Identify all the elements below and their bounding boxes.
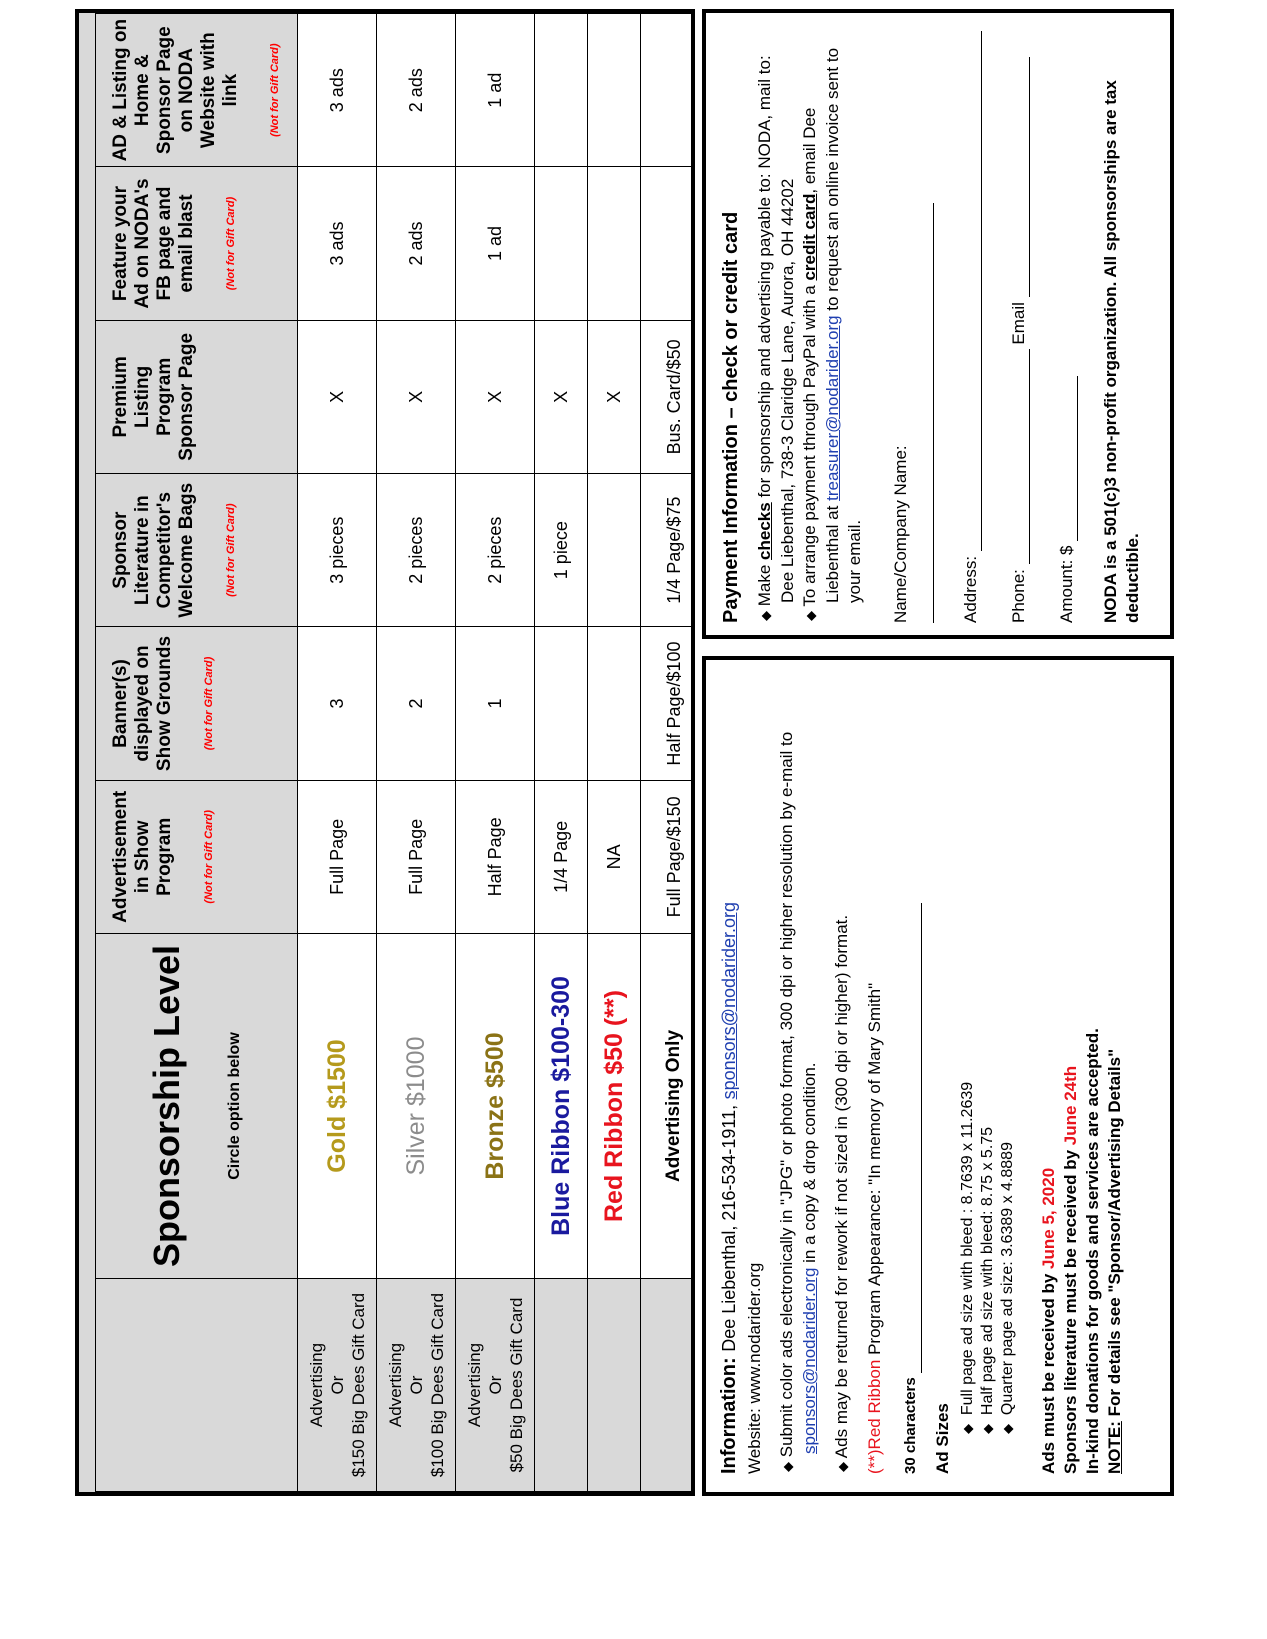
info-website: Website: www.nodarider.org	[745, 1262, 764, 1474]
column-note: (Not for Gift Card)	[225, 196, 237, 291]
ads-deadline-line	[1038, 674, 1060, 1474]
column-header-fb-feature	[96, 167, 298, 320]
gift-card-cell	[535, 1279, 588, 1492]
table-row-silver	[377, 14, 456, 1492]
table-top-band	[79, 13, 96, 1492]
gift-line: $50 Big Dees Gift Card	[506, 1297, 526, 1473]
name-field[interactable]	[917, 203, 934, 623]
column-header-program-ad	[96, 780, 298, 933]
diamond-bullet-icon: ◆	[758, 611, 773, 621]
red-ribbon-prefix: (**)Red Ribbon	[865, 1359, 884, 1474]
deadline-text: Ads must be received by	[1039, 1273, 1058, 1474]
information-box	[702, 656, 1174, 1496]
diamond-bullet-icon: ◆	[1000, 1424, 1015, 1434]
gift-line: Advertising	[385, 1342, 405, 1428]
table-cell: Full Page	[298, 780, 377, 933]
table-row-bronze	[456, 14, 535, 1492]
payment-checks-item	[754, 27, 799, 623]
phone-label: Phone:	[1009, 569, 1028, 623]
info-contact: Dee Liebenthal, 216-534-1911,	[719, 1104, 739, 1352]
table-cell	[535, 627, 588, 780]
table-cell: X	[535, 320, 588, 473]
table-row-gold	[298, 14, 377, 1492]
checks-text: Make	[755, 564, 774, 607]
table-cell	[588, 627, 641, 780]
payment-credit-item	[799, 27, 866, 623]
ad-size-text: Full page ad size with bleed : 8.7639 x 11.2639	[959, 1081, 976, 1416]
header-row	[96, 14, 298, 1492]
diamond-bullet-icon: ◆	[803, 611, 818, 621]
table-cell: 3 ads	[298, 167, 377, 320]
column-note: (Not for Gift Card)	[225, 503, 237, 597]
table-cell: 2 pieces	[377, 474, 456, 627]
table-cell	[588, 14, 641, 167]
amount-field-line	[1056, 27, 1078, 623]
sponsors-email-link[interactable]: sponsors@nodarider.org	[719, 901, 739, 1100]
table-cell	[641, 167, 696, 320]
table-cell: NA	[588, 780, 641, 933]
level-header-cell	[96, 934, 298, 1279]
column-label: AD & Listing on Home & Sponsor Page on NODA Website with link	[110, 18, 241, 162]
gift-card-cell	[641, 1279, 696, 1492]
phone-field[interactable]	[1013, 349, 1030, 564]
column-note: (Not for Gift Card)	[203, 656, 215, 751]
email-field[interactable]	[1013, 57, 1030, 297]
list-item	[998, 674, 1018, 1434]
email-label: Email	[1009, 302, 1028, 345]
column-header-literature	[96, 474, 298, 627]
column-label: Feature your Ad on NODA's FB page and email blast	[110, 178, 197, 309]
table-cell	[588, 167, 641, 320]
sponsorship-grid	[95, 13, 695, 1492]
checks-emphasis: checks	[755, 502, 774, 560]
note-text: For details see "Sponsor/Advertising Details"	[1105, 1048, 1124, 1417]
table-cell: Full Page/$150	[641, 780, 696, 933]
ad-sizes-title: Ad Sizes	[933, 1403, 952, 1474]
sponsorship-table	[75, 9, 695, 1496]
payment-heading: Payment Information – check or credit card	[720, 211, 742, 623]
table-cell: X	[588, 320, 641, 473]
info-heading-line	[718, 674, 740, 1474]
info-submit-item	[776, 674, 821, 1474]
gift-card-cell	[456, 1279, 535, 1492]
submit-email-link[interactable]: sponsors@nodarider.org	[800, 1267, 819, 1454]
literature-text: Sponsors literature must be received by	[1061, 1149, 1080, 1474]
ad-sizes-list	[958, 674, 1018, 1434]
table-cell	[535, 14, 588, 167]
red-ribbon-line	[864, 674, 886, 1474]
column-note: (Not for Gift Card)	[269, 43, 281, 137]
submit-text-end: in a copy & drop condition.	[800, 1062, 819, 1263]
in-kind-line: In-kind donations for goods and services are accepted.	[1083, 1028, 1102, 1474]
column-label: Sponsor Literature in Competitor's Welcome Bags	[110, 482, 197, 618]
amount-label: Amount: $	[1057, 545, 1076, 623]
table-cell: 2 pieces	[456, 474, 535, 627]
table-title: Sponsorship Level	[146, 944, 187, 1268]
table-cell: 1 ad	[456, 167, 535, 320]
payment-box	[702, 9, 1174, 639]
table-cell: X	[456, 320, 535, 473]
literature-date: June 24th	[1061, 1065, 1080, 1146]
characters-label: 30 characters	[902, 1377, 919, 1474]
table-cell: 3 ads	[298, 14, 377, 167]
gift-line: $100 Big Dees Gift Card	[427, 1292, 447, 1478]
table-cell: 3	[298, 627, 377, 780]
column-label: Premium Listing Program Sponsor Page	[110, 332, 197, 461]
note-label: NOTE:	[1105, 1421, 1124, 1474]
table-cell: 2 ads	[377, 167, 456, 320]
credit-text-mid: , email Dee Liebenthal at	[800, 107, 842, 603]
table-row-red-ribbon	[588, 14, 641, 1492]
rework-text: Ads may be returned for rework if not sized in (300 dpi or higher) format.	[832, 914, 851, 1459]
credit-emphasis: credit card	[800, 193, 819, 281]
table-cell: Bus. Card/$50	[641, 320, 696, 473]
gift-line: Or	[327, 1375, 347, 1395]
table-cell	[588, 474, 641, 627]
gift-line: Advertising	[306, 1342, 326, 1428]
table-cell: X	[298, 320, 377, 473]
gift-line: $150 Big Dees Gift Card	[348, 1292, 368, 1478]
gift-line: Or	[485, 1375, 505, 1395]
table-cell: 1/4 Page	[535, 780, 588, 933]
table-cell: 1 ad	[456, 14, 535, 167]
phone-email-line	[1008, 27, 1030, 623]
table-row-blue-ribbon	[535, 14, 588, 1492]
deadline-date: June 5, 2020	[1039, 1167, 1058, 1269]
column-label: Advertisement in Show Program	[110, 790, 175, 923]
table-subtitle: Circle option below	[226, 1032, 243, 1180]
column-note: (Not for Gift Card)	[203, 810, 215, 904]
table-cell: 1 piece	[535, 474, 588, 627]
info-heading: Information:	[718, 1357, 740, 1474]
address-label: Address:	[961, 555, 980, 623]
treasurer-email-link[interactable]: treasurer@nodarider.org	[823, 315, 842, 501]
diamond-bullet-icon: ◆	[980, 1424, 995, 1434]
table-cell	[641, 14, 696, 167]
checks-text-end: for sponsorship and advertising payable to: NODA, mail to: Dee Liebenthal, 738-3 Claridge Lane, Aurora, OH 44202	[755, 55, 797, 603]
level-red-ribbon[interactable]: Red Ribbon $50 (**)	[588, 934, 641, 1279]
name-label: Name/Company Name:	[891, 445, 910, 623]
table-cell: 2	[377, 627, 456, 780]
column-header-website-listing	[96, 14, 298, 167]
table-cell: Full Page	[377, 780, 456, 933]
level-silver[interactable]: Silver $1000	[377, 934, 456, 1279]
table-cell: 1/4 Page/$75	[641, 474, 696, 627]
info-rework-item	[831, 674, 854, 1474]
nonprofit-statement: NODA is a 501(c)3 non-profit organization. All sponsorships are tax deductible.	[1101, 80, 1142, 623]
list-item	[958, 674, 978, 1434]
gift-card-cell	[298, 1279, 377, 1492]
table-cell: 2 ads	[377, 14, 456, 167]
diamond-bullet-icon: ◆	[835, 1462, 850, 1472]
credit-text-end: to request an online invoice sent to your email.	[823, 47, 864, 603]
list-item	[978, 674, 998, 1434]
column-header-banners	[96, 627, 298, 780]
ad-size-text: Half page ad size with bleed: 8.75 x 5.75	[979, 1126, 996, 1416]
gift-card-header-cell	[96, 1279, 298, 1492]
table-cell: Half Page/$100	[641, 627, 696, 780]
literature-deadline-line	[1060, 674, 1082, 1474]
gift-line: Or	[406, 1375, 426, 1395]
table-row-advertising-only	[641, 14, 696, 1492]
name-field-line	[890, 27, 934, 623]
column-label: Banner(s) displayed on Show Grounds	[110, 635, 175, 772]
gift-card-cell	[377, 1279, 456, 1492]
amount-field[interactable]	[1061, 376, 1078, 541]
address-field-line	[960, 27, 982, 623]
gift-line: Advertising	[464, 1342, 484, 1428]
table-cell: X	[377, 320, 456, 473]
table-cell: Half Page	[456, 780, 535, 933]
characters-blank[interactable]	[905, 903, 922, 1373]
red-ribbon-text: Program Appearance: "In memory of Mary Smith"	[865, 982, 884, 1355]
diamond-bullet-icon: ◆	[960, 1424, 975, 1434]
level-gold[interactable]: Gold $1500	[298, 934, 377, 1279]
column-header-premium-listing	[96, 320, 298, 473]
level-advertising-only[interactable]: Advertising Only	[641, 934, 696, 1279]
credit-text: To arrange payment through PayPal with a	[800, 285, 819, 607]
characters-line	[900, 674, 922, 1474]
ad-size-text: Quarter page ad size: 3.6389 x 4.8889	[999, 1142, 1016, 1416]
gift-card-cell	[588, 1279, 641, 1492]
table-cell	[535, 167, 588, 320]
note-line	[1104, 674, 1126, 1474]
submit-text: Submit color ads electronically in "JPG" or photo format, 300 dpi or higher resolution by e-mail to	[777, 731, 796, 1458]
level-blue-ribbon[interactable]: Blue Ribbon $100-300	[535, 934, 588, 1279]
table-cell: 3 pieces	[298, 474, 377, 627]
level-bronze[interactable]: Bronze $500	[456, 934, 535, 1279]
address-field[interactable]	[965, 31, 982, 551]
diamond-bullet-icon: ◆	[780, 1462, 795, 1472]
table-cell: 1	[456, 627, 535, 780]
